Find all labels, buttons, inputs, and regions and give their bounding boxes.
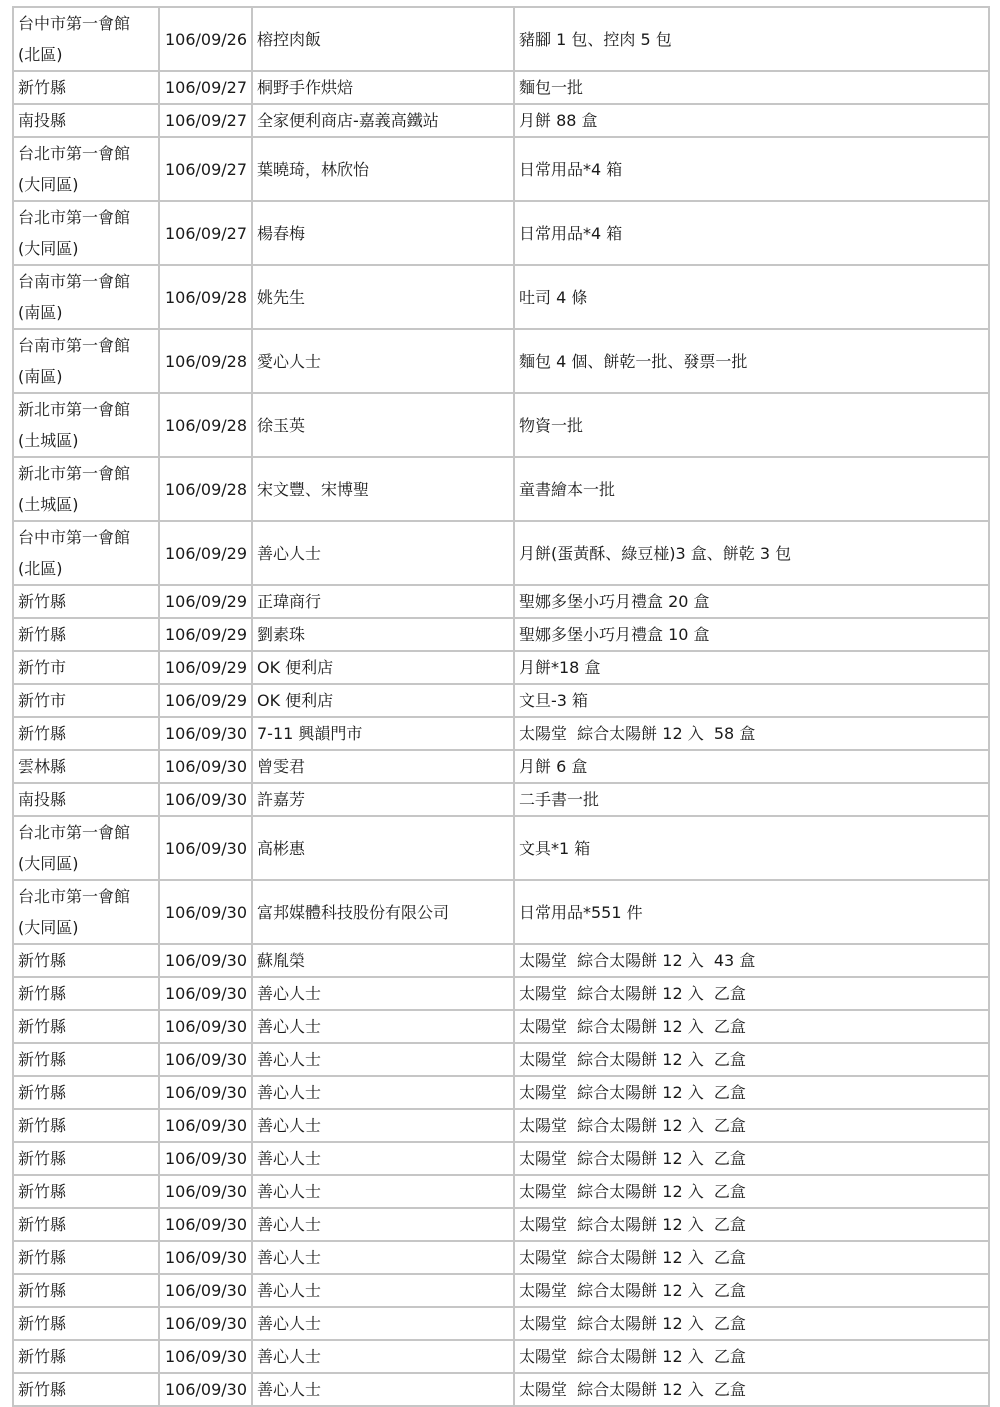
- region-district: (南區): [18, 303, 63, 322]
- date-cell: 106/09/30: [159, 1142, 252, 1175]
- date-cell: 106/09/29: [159, 684, 252, 717]
- table-row: [13, 137, 989, 201]
- items-cell: 日常用品*4 箱: [514, 201, 989, 265]
- region-name: 新竹縣: [18, 951, 67, 970]
- donor-cell: 正瑋商行: [252, 585, 514, 618]
- date-cell: 106/09/30: [159, 1010, 252, 1043]
- region-cell: [13, 1010, 159, 1043]
- donor-cell: 善心人士: [252, 1010, 514, 1043]
- donor-cell: 善心人士: [252, 1208, 514, 1241]
- date-cell: 106/09/28: [159, 265, 252, 329]
- items-cell: 太陽堂 綜合太陽餅 12 入 乙盒: [514, 1010, 989, 1043]
- items-cell: 太陽堂 綜合太陽餅 12 入 乙盒: [514, 1043, 989, 1076]
- date-cell: 106/09/29: [159, 585, 252, 618]
- table-row: [13, 977, 989, 1010]
- date-cell: 106/09/30: [159, 783, 252, 816]
- region-name: 新竹縣: [18, 1215, 67, 1234]
- region-cell: [13, 944, 159, 977]
- region-name: 台南市第一會館: [18, 336, 131, 355]
- items-cell: 月餅 6 盒: [514, 750, 989, 783]
- items-cell: 童書繪本一批: [514, 457, 989, 521]
- region-cell: [13, 1076, 159, 1109]
- region-cell: [13, 71, 159, 104]
- date-cell: 106/09/30: [159, 1274, 252, 1307]
- region-name: 台北市第一會館: [18, 144, 131, 163]
- region-name: 新北市第一會館: [18, 464, 131, 483]
- donor-cell: 全家便利商店-嘉義高鐵站: [252, 104, 514, 137]
- date-cell: 106/09/30: [159, 880, 252, 944]
- region-name: 新竹縣: [18, 1347, 67, 1366]
- items-cell: 太陽堂 綜合太陽餅 12 入 乙盒: [514, 1307, 989, 1340]
- table-row: [13, 1109, 989, 1142]
- region-name: 南投縣: [18, 111, 67, 130]
- region-name: 新竹縣: [18, 1116, 67, 1135]
- donor-cell: 高彬惠: [252, 816, 514, 880]
- items-cell: 文具*1 箱: [514, 816, 989, 880]
- region-name: 新竹縣: [18, 1380, 67, 1399]
- table-row: [13, 329, 989, 393]
- date-cell: 106/09/30: [159, 717, 252, 750]
- table-row: [13, 1307, 989, 1340]
- date-cell: 106/09/28: [159, 329, 252, 393]
- region-cell: [13, 1241, 159, 1274]
- items-cell: 太陽堂 綜合太陽餅 12 入 乙盒: [514, 1241, 989, 1274]
- date-cell: 106/09/30: [159, 1307, 252, 1340]
- region-cell: [13, 1373, 159, 1406]
- region-district: (北區): [18, 45, 63, 64]
- region-cell: [13, 1109, 159, 1142]
- region-name: 台中市第一會館: [18, 14, 131, 33]
- date-cell: 106/09/28: [159, 457, 252, 521]
- items-cell: 太陽堂 綜合太陽餅 12 入 58 盒: [514, 717, 989, 750]
- region-name: 新竹縣: [18, 724, 67, 743]
- table-row: [13, 684, 989, 717]
- table-row: [13, 651, 989, 684]
- donor-cell: 善心人士: [252, 1274, 514, 1307]
- items-cell: 太陽堂 綜合太陽餅 12 入 乙盒: [514, 1373, 989, 1406]
- items-cell: 文旦-3 箱: [514, 684, 989, 717]
- donor-cell: OK 便利店: [252, 684, 514, 717]
- region-cell: [13, 651, 159, 684]
- region-name: 新竹縣: [18, 1182, 67, 1201]
- donor-cell: 宋文豐、宋博聖: [252, 457, 514, 521]
- region-cell: [13, 265, 159, 329]
- table-row: [13, 1208, 989, 1241]
- donor-cell: 劉素珠: [252, 618, 514, 651]
- region-name: 台北市第一會館: [18, 823, 131, 842]
- table-row: [13, 1274, 989, 1307]
- region-district: (南區): [18, 367, 63, 386]
- region-cell: [13, 880, 159, 944]
- region-cell: [13, 585, 159, 618]
- region-name: 新竹市: [18, 691, 67, 710]
- donor-cell: 富邦媒體科技股份有限公司: [252, 880, 514, 944]
- table-row: [13, 201, 989, 265]
- donor-cell: 善心人士: [252, 521, 514, 585]
- donor-cell: 善心人士: [252, 1043, 514, 1076]
- date-cell: 106/09/27: [159, 137, 252, 201]
- donor-cell: 善心人士: [252, 977, 514, 1010]
- table-row: [13, 618, 989, 651]
- items-cell: 月餅(蛋黃酥、綠豆椪)3 盒、餅乾 3 包: [514, 521, 989, 585]
- region-cell: [13, 977, 159, 1010]
- date-cell: 106/09/29: [159, 651, 252, 684]
- date-cell: 106/09/30: [159, 1241, 252, 1274]
- region-cell: [13, 104, 159, 137]
- date-cell: 106/09/30: [159, 750, 252, 783]
- table-row: [13, 1340, 989, 1373]
- items-cell: 太陽堂 綜合太陽餅 12 入 43 盒: [514, 944, 989, 977]
- donor-cell: 桐野手作烘焙: [252, 71, 514, 104]
- region-cell: [13, 7, 159, 71]
- region-cell: [13, 816, 159, 880]
- region-cell: [13, 329, 159, 393]
- date-cell: 106/09/30: [159, 1340, 252, 1373]
- table-row: [13, 393, 989, 457]
- items-cell: 豬腳 1 包、控肉 5 包: [514, 7, 989, 71]
- date-cell: 106/09/29: [159, 521, 252, 585]
- table-row: [13, 1241, 989, 1274]
- donor-cell: 善心人士: [252, 1076, 514, 1109]
- donation-table: [12, 6, 990, 1407]
- region-cell: [13, 783, 159, 816]
- donation-table-body: [13, 7, 989, 1406]
- items-cell: 日常用品*551 件: [514, 880, 989, 944]
- region-name: 新北市第一會館: [18, 400, 131, 419]
- items-cell: 日常用品*4 箱: [514, 137, 989, 201]
- region-name: 新竹縣: [18, 1149, 67, 1168]
- region-cell: [13, 1307, 159, 1340]
- items-cell: 太陽堂 綜合太陽餅 12 入 乙盒: [514, 1076, 989, 1109]
- donor-cell: 榕控肉飯: [252, 7, 514, 71]
- donor-cell: 善心人士: [252, 1175, 514, 1208]
- items-cell: 聖娜多堡小巧月禮盒 20 盒: [514, 585, 989, 618]
- items-cell: 太陽堂 綜合太陽餅 12 入 乙盒: [514, 1109, 989, 1142]
- donor-cell: 善心人士: [252, 1142, 514, 1175]
- region-cell: [13, 393, 159, 457]
- date-cell: 106/09/28: [159, 393, 252, 457]
- date-cell: 106/09/30: [159, 1076, 252, 1109]
- table-row: [13, 1175, 989, 1208]
- table-row: [13, 1076, 989, 1109]
- region-cell: [13, 457, 159, 521]
- date-cell: 106/09/27: [159, 104, 252, 137]
- region-cell: [13, 1175, 159, 1208]
- region-name: 新竹市: [18, 658, 67, 677]
- items-cell: 麵包 4 個、餅乾一批、發票一批: [514, 329, 989, 393]
- donor-cell: 7-11 興韻門市: [252, 717, 514, 750]
- items-cell: 月餅 88 盒: [514, 104, 989, 137]
- items-cell: 吐司 4 條: [514, 265, 989, 329]
- donor-cell: 楊春梅: [252, 201, 514, 265]
- region-name: 新竹縣: [18, 1017, 67, 1036]
- date-cell: 106/09/26: [159, 7, 252, 71]
- table-row: [13, 7, 989, 71]
- items-cell: 物資一批: [514, 393, 989, 457]
- date-cell: 106/09/30: [159, 1373, 252, 1406]
- items-cell: 二手書一批: [514, 783, 989, 816]
- items-cell: 太陽堂 綜合太陽餅 12 入 乙盒: [514, 1274, 989, 1307]
- region-cell: [13, 1340, 159, 1373]
- region-district: (大同區): [18, 854, 79, 873]
- region-cell: [13, 618, 159, 651]
- items-cell: 聖娜多堡小巧月禮盒 10 盒: [514, 618, 989, 651]
- date-cell: 106/09/27: [159, 201, 252, 265]
- region-name: 新竹縣: [18, 1083, 67, 1102]
- region-name: 台中市第一會館: [18, 528, 131, 547]
- donor-cell: 善心人士: [252, 1307, 514, 1340]
- donor-cell: 善心人士: [252, 1373, 514, 1406]
- region-district: (大同區): [18, 239, 79, 258]
- date-cell: 106/09/30: [159, 1109, 252, 1142]
- donor-cell: 葉曉琦，林欣怡: [252, 137, 514, 201]
- date-cell: 106/09/27: [159, 71, 252, 104]
- date-cell: 106/09/30: [159, 1208, 252, 1241]
- table-row: [13, 521, 989, 585]
- items-cell: 太陽堂 綜合太陽餅 12 入 乙盒: [514, 1340, 989, 1373]
- region-cell: [13, 717, 159, 750]
- region-name: 台北市第一會館: [18, 887, 131, 906]
- donor-cell: 善心人士: [252, 1340, 514, 1373]
- date-cell: 106/09/30: [159, 977, 252, 1010]
- region-cell: [13, 137, 159, 201]
- region-name: 南投縣: [18, 790, 67, 809]
- region-district: (大同區): [18, 175, 79, 194]
- region-cell: [13, 521, 159, 585]
- items-cell: 太陽堂 綜合太陽餅 12 入 乙盒: [514, 977, 989, 1010]
- region-cell: [13, 201, 159, 265]
- table-row: [13, 71, 989, 104]
- donor-cell: OK 便利店: [252, 651, 514, 684]
- items-cell: 太陽堂 綜合太陽餅 12 入 乙盒: [514, 1175, 989, 1208]
- region-cell: [13, 1142, 159, 1175]
- table-row: [13, 585, 989, 618]
- region-district: (大同區): [18, 918, 79, 937]
- region-name: 新竹縣: [18, 625, 67, 644]
- items-cell: 太陽堂 綜合太陽餅 12 入 乙盒: [514, 1142, 989, 1175]
- table-row: [13, 783, 989, 816]
- donor-cell: 姚先生: [252, 265, 514, 329]
- region-district: (土城區): [18, 431, 79, 450]
- table-row: [13, 880, 989, 944]
- region-cell: [13, 1043, 159, 1076]
- donor-cell: 愛心人士: [252, 329, 514, 393]
- region-district: (土城區): [18, 495, 79, 514]
- items-cell: 月餅*18 盒: [514, 651, 989, 684]
- donor-cell: 徐玉英: [252, 393, 514, 457]
- table-row: [13, 717, 989, 750]
- region-cell: [13, 1274, 159, 1307]
- donor-cell: 善心人士: [252, 1109, 514, 1142]
- items-cell: 麵包一批: [514, 71, 989, 104]
- table-row: [13, 944, 989, 977]
- region-name: 新竹縣: [18, 1281, 67, 1300]
- donor-cell: 許嘉芳: [252, 783, 514, 816]
- table-row: [13, 1043, 989, 1076]
- region-cell: [13, 684, 159, 717]
- region-name: 台南市第一會館: [18, 272, 131, 291]
- date-cell: 106/09/30: [159, 944, 252, 977]
- table-row: [13, 457, 989, 521]
- region-name: 新竹縣: [18, 984, 67, 1003]
- date-cell: 106/09/30: [159, 816, 252, 880]
- region-cell: [13, 1208, 159, 1241]
- region-name: 台北市第一會館: [18, 208, 131, 227]
- region-name: 新竹縣: [18, 1314, 67, 1333]
- region-name: 新竹縣: [18, 592, 67, 611]
- region-district: (北區): [18, 559, 63, 578]
- date-cell: 106/09/30: [159, 1175, 252, 1208]
- table-row: [13, 265, 989, 329]
- table-row: [13, 1010, 989, 1043]
- region-name: 雲林縣: [18, 757, 67, 776]
- region-name: 新竹縣: [18, 78, 67, 97]
- table-row: [13, 104, 989, 137]
- table-row: [13, 1142, 989, 1175]
- table-row: [13, 1373, 989, 1406]
- table-row: [13, 750, 989, 783]
- date-cell: 106/09/29: [159, 618, 252, 651]
- donor-cell: 善心人士: [252, 1241, 514, 1274]
- region-name: 新竹縣: [18, 1248, 67, 1267]
- region-name: 新竹縣: [18, 1050, 67, 1069]
- region-cell: [13, 750, 159, 783]
- items-cell: 太陽堂 綜合太陽餅 12 入 乙盒: [514, 1208, 989, 1241]
- date-cell: 106/09/30: [159, 1043, 252, 1076]
- donor-cell: 曾雯君: [252, 750, 514, 783]
- donor-cell: 蘇胤榮: [252, 944, 514, 977]
- table-row: [13, 816, 989, 880]
